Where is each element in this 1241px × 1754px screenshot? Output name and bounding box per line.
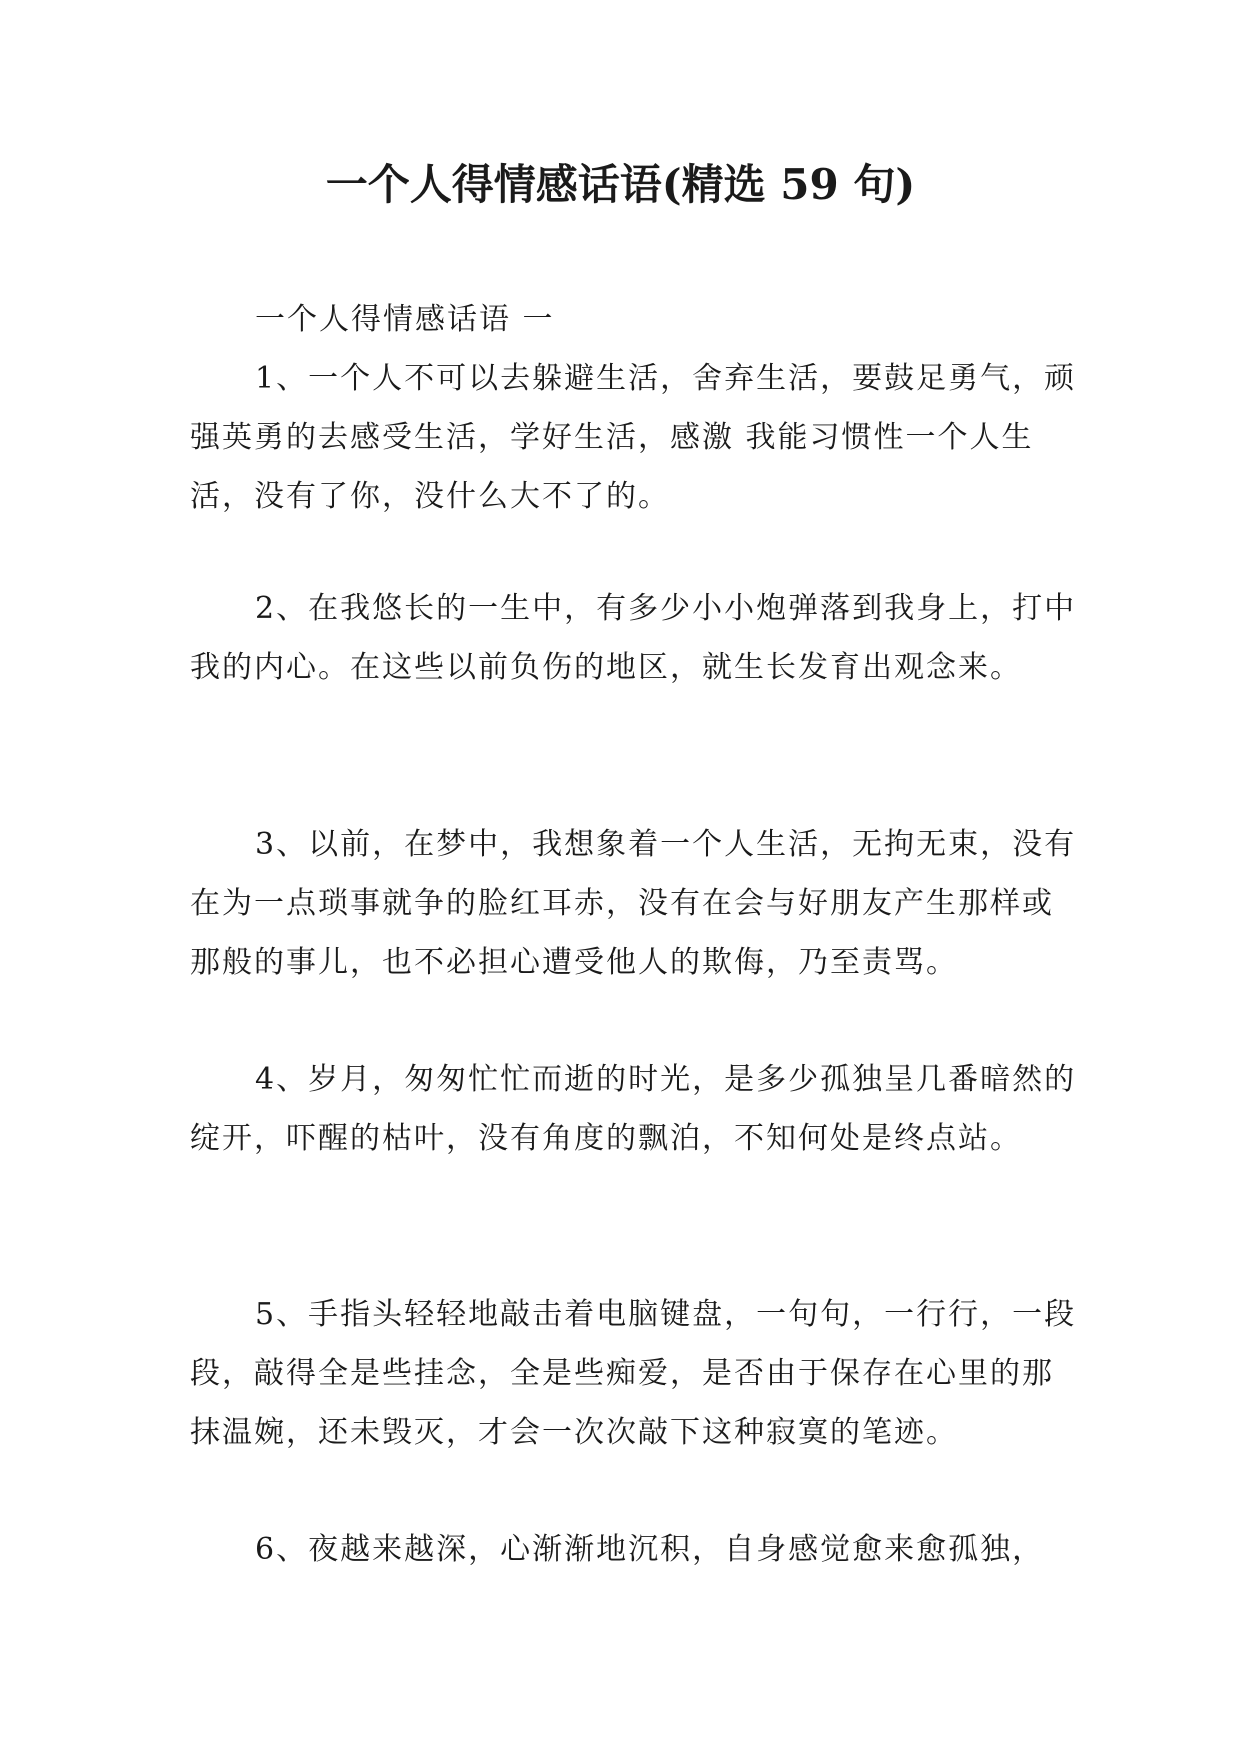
paragraph-3: 3、以前，在梦中，我想象着一个人生活，无拘无束，没有在为一点琐事就争的脸红耳赤，没有在会与好朋友产生那样或那般的事儿，也不必担心遭受他人的欺侮，乃至责骂。	[190, 827, 1077, 980]
document-title: 一个人得情感话语(精选 59 句)	[325, 160, 916, 209]
section-heading: 一个人得情感话语 一	[255, 302, 555, 337]
paragraph-1: 1、一个人不可以去躲避生活，舍弃生活，要鼓足勇气，顽强英勇的去感受生活，学好生活，感激 我能习惯性一个人生活，没有了你，没什么大不了的。	[190, 361, 1077, 514]
paragraph-6: 6、夜越来越深，心渐渐地沉积，自身感觉愈来愈孤独，	[255, 1532, 1045, 1567]
paragraph-5: 5、手指头轻轻地敲击着电脑键盘，一句句，一行行，一段段，敲得全是些挂念，全是些痴爱，是否由于保存在心里的那抹温婉，还未毁灭，才会一次次敲下这种寂寞的笔迹。	[190, 1297, 1077, 1450]
paragraph-2: 2、在我悠长的一生中，有多少小小炮弹落到我身上，打中我的内心。在这些以前负伤的地区，就生长发育出观念来。	[190, 591, 1077, 685]
paragraph-4: 4、岁月，匆匆忙忙而逝的时光，是多少孤独呈几番暗然的绽开，吓醒的枯叶，没有角度的飘泊，不知何处是终点站。	[190, 1062, 1077, 1156]
